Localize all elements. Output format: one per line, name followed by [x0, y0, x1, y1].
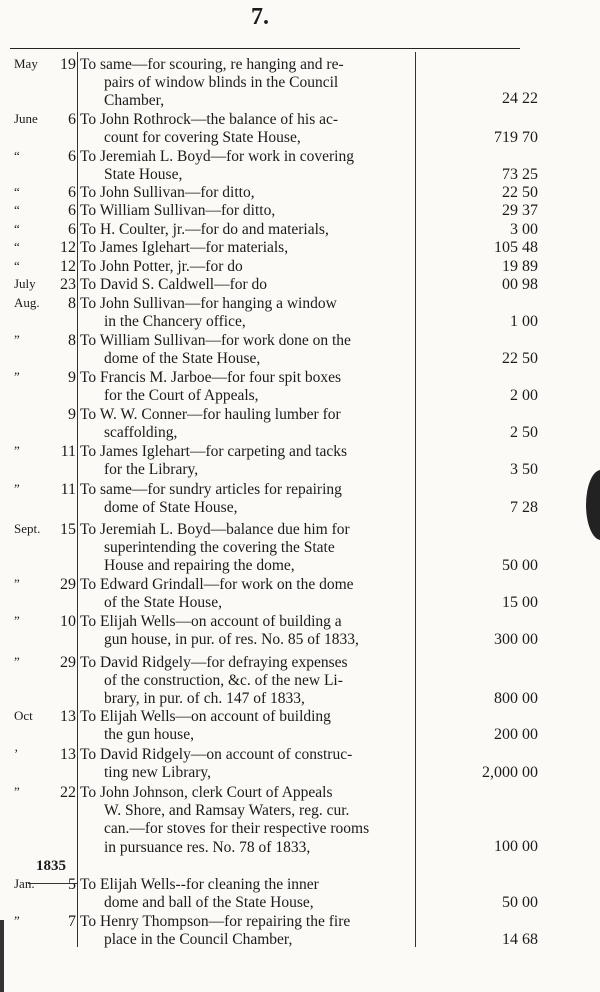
entry-amount: 719 70 [494, 129, 538, 146]
entry-description [80, 295, 412, 331]
entry-line: To Elijah Wells—on account of building a [80, 613, 342, 630]
entry-line: can.—for stoves for their respective rooms [104, 820, 370, 838]
entry-day: 9 [68, 406, 76, 423]
entry-line: of the construction, &c. of the new Li- [104, 672, 343, 690]
entry-description [80, 276, 412, 294]
date-column-rule [77, 52, 78, 947]
entry-description [80, 202, 412, 220]
entry-day: 6 [68, 221, 76, 238]
entry-line: To David Ridgely—for defraying expenses [80, 654, 348, 671]
entry-description [80, 369, 412, 405]
entry-description [80, 258, 412, 276]
entry-day: 5 [68, 876, 76, 893]
entry-month: Oct [14, 708, 33, 723]
entry-day: 7 [68, 913, 76, 930]
entry-description [80, 876, 412, 912]
entry-amount: 1 00 [510, 313, 538, 330]
entry-line: Chamber, [104, 92, 165, 110]
entry-amount: 73 25 [502, 166, 538, 183]
entry-line: superintending the covering the State [104, 539, 335, 557]
entry-description [80, 111, 412, 147]
entry-day: 13 [60, 708, 76, 725]
entry-amount: 2 00 [510, 387, 538, 404]
entry-description [80, 332, 412, 368]
entry-amount: 15 00 [502, 594, 538, 611]
entry-amount: 3 00 [510, 221, 538, 238]
entry-amount: 300 00 [494, 631, 538, 648]
entry-day: 15 [60, 521, 76, 538]
entry-line: To John Rothrock—the balance of his ac- [80, 111, 339, 128]
entry-amount: 50 00 [502, 894, 538, 911]
entry-line: To same—for scouring, re hanging and re- [80, 56, 344, 73]
entry-line: To James Iglehart—for materials, [80, 239, 289, 256]
entry-month: ” [14, 913, 20, 928]
entry-day: 11 [60, 481, 76, 498]
entry-description [80, 784, 412, 857]
entry-line: To John Potter, jr.—for do [80, 258, 243, 275]
entry-amount: 50 00 [502, 557, 538, 574]
entry-day: 29 [60, 654, 76, 671]
entry-line: To David Ridgely—on account of construc- [80, 746, 353, 763]
entry-description [80, 481, 412, 517]
entry-description [80, 239, 412, 257]
entry-description [80, 613, 412, 649]
entry-day: 13 [60, 746, 76, 763]
entry-line: place in the Council Chamber, [104, 931, 293, 949]
entry-amount: 105 48 [494, 239, 538, 256]
entry-line: To W. W. Conner—for hauling lumber for [80, 406, 341, 423]
entry-line: count for covering State House, [104, 129, 301, 147]
entry-line: House and repairing the dome, [104, 557, 295, 575]
entry-day: 6 [68, 111, 76, 128]
entry-day: 12 [60, 239, 76, 256]
entry-line: To same—for sundry articles for repairing [80, 481, 342, 498]
page-number: 7. [251, 4, 269, 30]
entry-description [80, 221, 412, 239]
entry-description [80, 406, 412, 442]
entry-line: To Elijah Wells—on account of building [80, 708, 331, 725]
entry-line: scaffolding, [104, 424, 178, 442]
entry-description [80, 708, 412, 744]
entry-month: ” [14, 784, 20, 799]
entry-amount: 800 00 [494, 690, 538, 707]
entry-line: brary, in pur. of ch. 147 of 1833, [104, 690, 305, 708]
entry-month: ” [14, 576, 20, 591]
entry-amount: 200 00 [494, 726, 538, 743]
entry-line: To Jeremiah L. Boyd—for work in covering [80, 148, 354, 165]
entry-line: for the Court of Appeals, [104, 387, 259, 405]
entry-day: 11 [60, 443, 76, 460]
entry-line: To Jeremiah L. Boyd—balance due him for [80, 521, 350, 538]
entry-line: To David S. Caldwell—for do [80, 276, 268, 293]
year-heading: 1835 [36, 858, 66, 874]
entry-description [80, 521, 412, 576]
entry-amount: 24 22 [502, 90, 538, 107]
entry-line: dome and ball of the State House, [104, 894, 314, 912]
entry-description [80, 654, 412, 709]
entry-line: dome of State House, [104, 499, 238, 517]
entry-line: W. Shore, and Ramsay Waters, reg. cur. [104, 802, 350, 820]
entry-description [80, 576, 412, 612]
entry-line: To John Johnson, clerk Court of Appeals [80, 784, 333, 801]
entry-day: 19 [60, 56, 76, 73]
entry-line: To Francis M. Jarboe—for four spit boxes [80, 369, 342, 386]
entry-month: “ [14, 258, 20, 273]
entry-line: gun house, in pur. of res. No. 85 of 1833, [104, 631, 359, 649]
entry-month: “ [14, 239, 20, 254]
entry-line: in the Chancery office, [104, 313, 246, 331]
entry-amount: 2 50 [510, 424, 538, 441]
entry-line: To John Sullivan—for hanging a window [80, 295, 337, 312]
entry-amount: 22 50 [502, 184, 538, 201]
entry-amount: 19 89 [502, 258, 538, 275]
entry-description [80, 443, 412, 479]
page-hole [586, 470, 600, 540]
entry-month: ” [14, 481, 20, 496]
entry-line: ting new Library, [104, 764, 212, 782]
entry-amount: 7 28 [510, 499, 538, 516]
entry-description [80, 148, 412, 184]
entry-amount: 29 37 [502, 202, 538, 219]
entry-line: of the State House, [104, 594, 222, 612]
entry-description [80, 746, 412, 782]
entry-line: To William Sullivan—for work done on the [80, 332, 351, 349]
entry-day: 6 [68, 184, 76, 201]
entry-day: 29 [60, 576, 76, 593]
entry-line: To H. Coulter, jr.—for do and materials, [80, 221, 329, 238]
entry-month: June [14, 111, 38, 126]
entry-month: ” [14, 369, 20, 384]
entry-month: July [14, 276, 36, 291]
entry-month: May [14, 56, 38, 71]
entry-line: pairs of window blinds in the Council [104, 74, 339, 92]
entry-line: the gun house, [104, 726, 194, 744]
entry-day: 6 [68, 202, 76, 219]
entry-day: 8 [68, 332, 76, 349]
entry-month: ” [14, 332, 20, 347]
entry-line: To Henry Thompson—for repairing the fire [80, 913, 351, 930]
entry-day: 23 [60, 276, 76, 293]
entry-amount: 3 50 [510, 461, 538, 478]
entry-line: To Edward Grindall—for work on the dome [80, 576, 354, 593]
entry-line: To Elijah Wells--for cleaning the inner [80, 876, 319, 893]
entry-description [80, 56, 412, 111]
entry-line: To James Iglehart—for carpeting and tacks [80, 443, 348, 460]
page-edge-mark [0, 920, 4, 992]
entry-month: ” [14, 443, 20, 458]
year-underline [28, 883, 78, 884]
entry-day: 9 [68, 369, 76, 386]
entry-month: “ [14, 148, 20, 163]
entry-day: 10 [60, 613, 76, 630]
entry-line: in pursuance res. No. 78 of 1833, [104, 838, 311, 856]
entry-amount: 22 50 [502, 350, 538, 367]
entry-month: “ [14, 202, 20, 217]
entry-month: ” [14, 613, 20, 628]
entry-month: ” [14, 654, 20, 669]
entry-day: 12 [60, 258, 76, 275]
entry-line: To William Sullivan—for ditto, [80, 202, 276, 219]
entry-amount: 00 98 [502, 276, 538, 293]
entry-month: ’ [14, 746, 19, 761]
entry-line: dome of the State House, [104, 350, 261, 368]
entry-amount: 14 68 [502, 931, 538, 948]
entry-month: “ [14, 221, 20, 236]
entry-day: 6 [68, 148, 76, 165]
entry-day: 8 [68, 295, 76, 312]
entry-amount: 100 00 [494, 838, 538, 855]
entry-line: State House, [104, 166, 183, 184]
entry-amount: 2,000 00 [482, 764, 538, 781]
entry-day: 22 [60, 784, 76, 801]
entry-month: “ [14, 184, 20, 199]
entry-description [80, 913, 412, 949]
entry-line: To John Sullivan—for ditto, [80, 184, 255, 201]
entry-description [80, 184, 412, 202]
entry-line: for the Library, [104, 461, 199, 479]
entry-month: Aug. [14, 295, 40, 310]
top-rule [10, 48, 520, 49]
amount-column-rule [415, 52, 416, 947]
entry-month: Jan. [14, 876, 35, 891]
entry-month: Sept. [14, 521, 41, 536]
